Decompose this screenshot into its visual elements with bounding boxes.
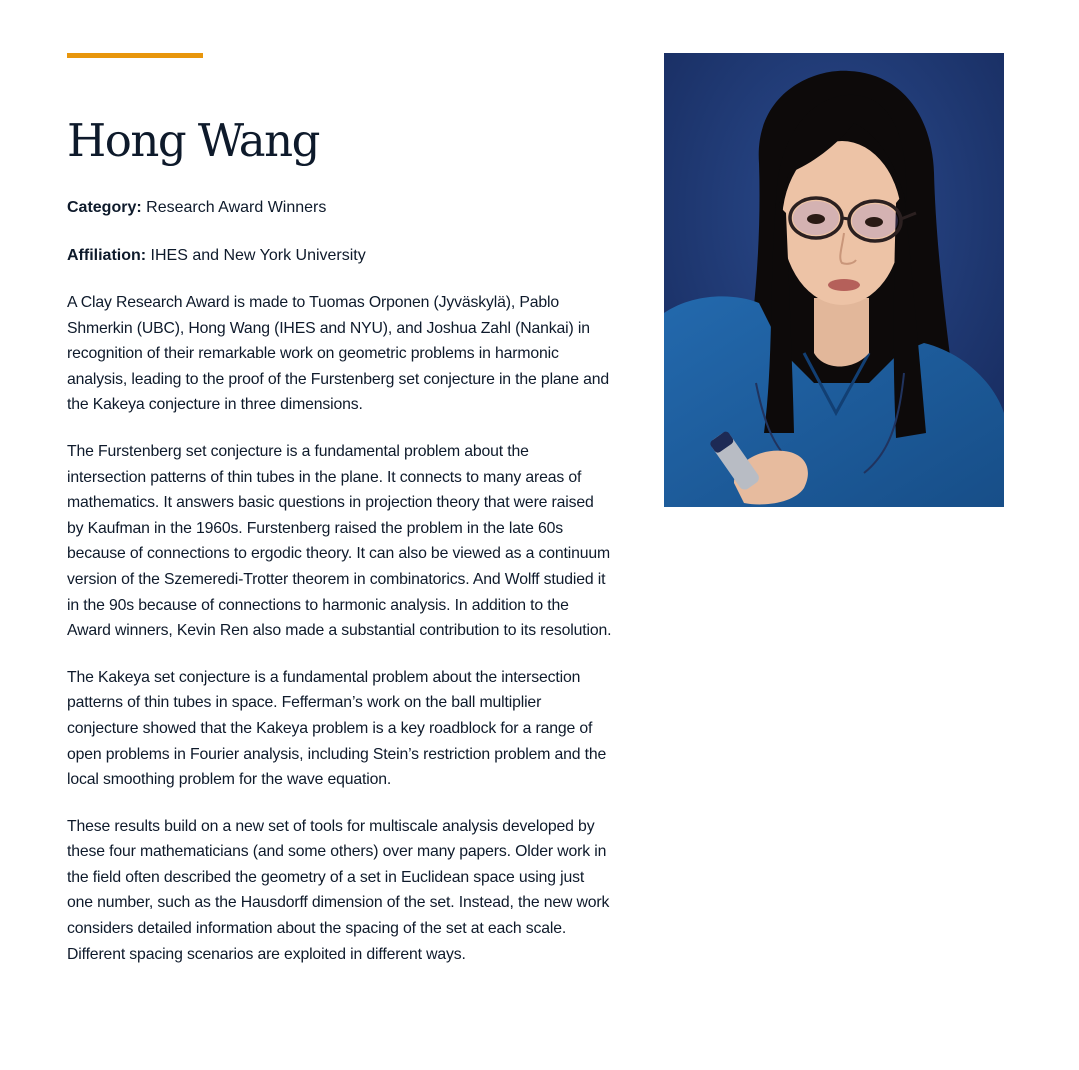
furstenberg-paragraph: The Furstenberg set conjecture is a fundamental problem about the intersection patterns of thin tubes in the plane. It connects to many areas of mathematics. It answers basic questions in projection theory that were raised by Kaufman in the 1960s. Furstenberg raised the problem in the late 60s because of connections to ergodic theory. It can also be viewed as a continuum version of the Szemeredi-Trotter theorem in combinatorics. And Wolff studied it in the 90s because of connections to harmonic analysis. In addition to the Award winners, Kevin Ren also made a substantial contribution to its resolution.	[67, 442, 612, 640]
affiliation-line	[67, 245, 612, 267]
category-label: Category:	[67, 199, 142, 216]
category-value: Research Award Winners	[146, 199, 327, 216]
award-paragraph: A Clay Research Award is made to Tuomas Orponen (Jyväskylä), Pablo Shmerkin (UBC), Hong Wang (IHES and NYU), and Joshua Zahl (Nankai) in recognition of their remarkable work on geometric problems in harmonic analysis, leading to the proof of the Furstenberg set conjecture in the plane and the Kakeya conjecture in three dimensions.	[67, 294, 609, 414]
portrait-photo	[664, 53, 1004, 507]
portrait-illustration	[664, 53, 1004, 507]
category-line	[67, 197, 612, 219]
profile-content	[67, 110, 612, 988]
kakeya-paragraph: The Kakeya set conjecture is a fundamental problem about the intersection patterns of thin tubes in space. Fefferman’s work on the ball multiplier conjecture showed that the Kakeya problem is a key roadblock for a range of open problems in Fourier analysis, including Stein’s restriction problem and the local smoothing problem for the wave equation.	[67, 668, 607, 789]
page-title: Hong Wang	[67, 114, 319, 167]
affiliation-value: IHES and New York University	[150, 247, 366, 264]
title-accent-bar	[67, 53, 203, 58]
affiliation-label: Affiliation:	[67, 247, 147, 264]
tools-paragraph: These results build on a new set of tools for multiscale analysis developed by these four mathematicians (and some others) over many papers. Older work in the field often described the geometry of a set in Euclidean space using just one number, such as the Hausdorff dimension of the set. Instead, the new work considers detailed information about the spacing of the set at each scale. Different spacing scenarios are exploited in different ways.	[67, 817, 610, 963]
